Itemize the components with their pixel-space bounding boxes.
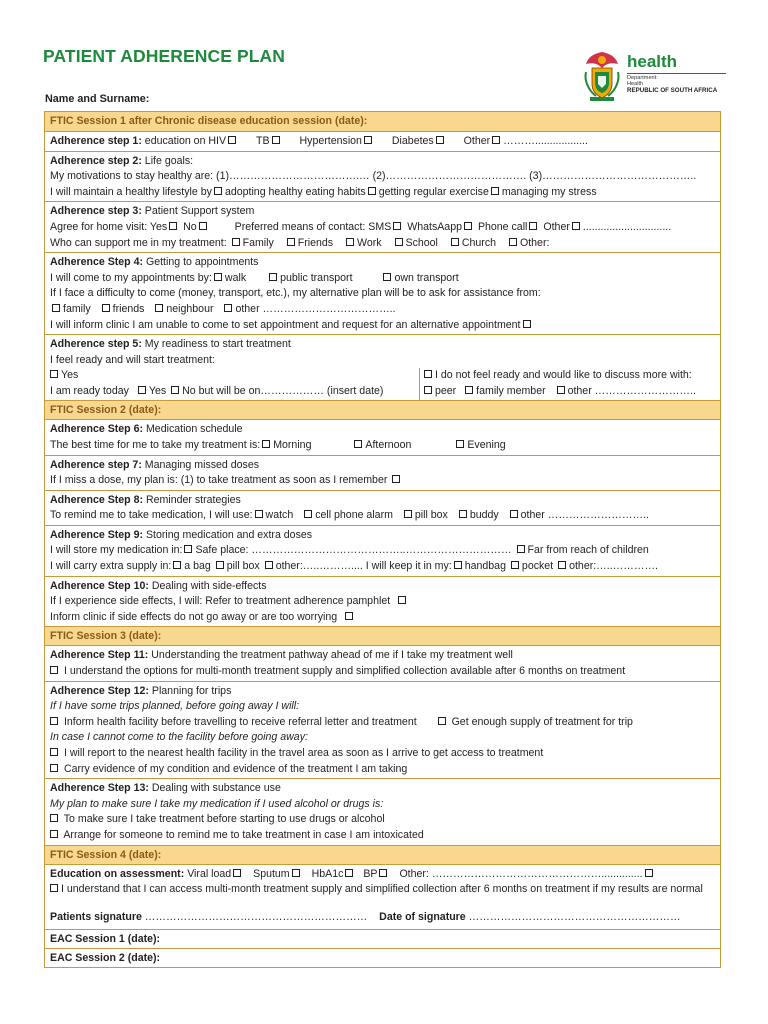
- keep-other-checkbox[interactable]: [558, 561, 566, 569]
- option-label: handbag: [464, 560, 506, 573]
- logo-department-text: Department: Health: [627, 75, 658, 87]
- option-label: other ………………………………..: [235, 302, 396, 315]
- session-3-header: FTIC Session 3 (date):: [45, 626, 720, 645]
- patient-signature-label: Patients signature: [50, 910, 142, 923]
- option-label: family member: [476, 384, 546, 397]
- step-5-title: My readiness to start treatment: [144, 338, 291, 351]
- step-3-title: Patient Support system: [144, 205, 255, 218]
- safe-place-blank[interactable]: Safe place: ……………………………………..…………………………: [195, 544, 512, 557]
- ready-today-label: I am ready today: [50, 384, 129, 397]
- inform-side-effects-checkbox[interactable]: [345, 612, 353, 620]
- step-8-title: Reminder strategies: [145, 493, 241, 506]
- session-1-header: FTIC Session 1 after Chronic disease education session (date):: [45, 112, 720, 131]
- eac-session-1: EAC Session 1 (date):: [45, 929, 720, 948]
- coat-of-arms-icon: [580, 50, 624, 102]
- step-4-heading: Adherence Step 4:: [50, 256, 144, 269]
- step-6-heading: Adherence Step 6:: [50, 423, 144, 436]
- step-10-heading: Adherence Step 10:: [50, 579, 149, 592]
- assist-family-checkbox[interactable]: [52, 304, 60, 312]
- option-label: friends: [112, 302, 145, 315]
- hiv-checkbox[interactable]: [228, 136, 236, 144]
- inform-clinic-text: I will inform clinic I am unable to come to set appointment and request for an alternative appointment: [50, 318, 521, 331]
- step-11-title: Understanding the treatment pathway ahead of me if I take my treatment well: [151, 649, 513, 662]
- alarm-checkbox[interactable]: [304, 510, 312, 518]
- health-department-logo: [580, 50, 730, 102]
- option-label: Other:: [519, 236, 550, 249]
- discuss-other-checkbox[interactable]: [557, 386, 565, 394]
- step-4-title: Getting to appointments: [145, 256, 259, 269]
- reminder-label: To remind me to take medication, I will use:: [50, 509, 253, 522]
- carry-label: I will carry extra supply in:: [50, 560, 172, 573]
- hba1c-checkbox[interactable]: [345, 869, 353, 877]
- option-label: other:…..………….: [569, 560, 658, 573]
- safe-place-checkbox[interactable]: [184, 545, 192, 553]
- treatment-before-checkbox[interactable]: [50, 814, 58, 822]
- option-label: Viral load: [187, 867, 232, 880]
- step-5-heading: Adherence step 5:: [50, 338, 142, 351]
- adherence-step-1: [45, 131, 720, 151]
- inform-clinic-checkbox[interactable]: [523, 320, 531, 328]
- support-label: Who can support me in my treatment:: [50, 236, 227, 249]
- pocket-checkbox[interactable]: [511, 561, 519, 569]
- friends-checkbox[interactable]: [287, 238, 295, 246]
- option-label: No but will be on……………… (insert date): [182, 384, 384, 397]
- option-label: watch: [265, 509, 294, 522]
- missed-dose-checkbox[interactable]: [392, 475, 400, 483]
- not-ready-checkbox[interactable]: [424, 370, 432, 378]
- report-facility-checkbox[interactable]: [50, 748, 58, 756]
- adherence-step-4: [45, 252, 720, 334]
- adherence-step-6: [45, 419, 720, 454]
- trip-supply-text: Get enough supply of treatment for trip: [451, 715, 633, 728]
- pamphlet-checkbox[interactable]: [398, 596, 406, 604]
- home-visit-yes-checkbox[interactable]: [169, 222, 177, 230]
- side-effects-text: If I experience side effects, I will: Refer to treatment adherence pamphlet: [50, 595, 391, 608]
- option-label: WhatsAapp: [407, 220, 462, 233]
- option-label: No: [183, 220, 197, 233]
- option-label: peer: [435, 384, 457, 397]
- referral-letter-checkbox[interactable]: [50, 717, 58, 725]
- option-label: neighbour: [166, 302, 214, 315]
- other-contact-blank[interactable]: ..............................: [582, 220, 672, 233]
- afternoon-checkbox[interactable]: [354, 440, 362, 448]
- multi-month-checkbox[interactable]: [50, 666, 58, 674]
- substance-plan-text: My plan to make sure I take my medication if I used alcohol or drugs is:: [50, 797, 384, 810]
- ready-today-yes-checkbox[interactable]: [138, 386, 146, 394]
- carry-evidence-text: Carry evidence of my condition and evidence of the treatment I am taking: [63, 762, 408, 775]
- option-label: TB: [256, 135, 270, 147]
- sms-checkbox[interactable]: [393, 222, 401, 230]
- adherence-step-10: [45, 576, 720, 627]
- page-title: PATIENT ADHERENCE PLAN: [43, 46, 286, 66]
- family-checkbox[interactable]: [232, 238, 240, 246]
- logo-divider: [627, 73, 726, 74]
- education-heading: Education on assessment:: [50, 867, 185, 880]
- option-label: walk: [224, 271, 247, 284]
- arrange-reminder-text: Arrange for someone to remind me to take treatment in case I am intoxicated: [63, 828, 424, 841]
- step-8-heading: Adherence Step 8:: [50, 493, 144, 506]
- cannot-come-text: In case I cannot come to the facility before going away:: [50, 731, 308, 744]
- option-label: pill box: [226, 560, 260, 573]
- option-label: Evening: [467, 438, 506, 451]
- adherence-step-13: [45, 778, 720, 844]
- education-on-assessment: [45, 864, 720, 930]
- phone-call-checkbox[interactable]: [529, 222, 537, 230]
- morning-checkbox[interactable]: [262, 440, 270, 448]
- other-support-checkbox[interactable]: [509, 238, 517, 246]
- carry-other-checkbox[interactable]: [265, 561, 273, 569]
- adherence-step-5: [45, 334, 720, 400]
- option-label: Other: [463, 135, 491, 147]
- option-label: Sputum: [253, 867, 290, 880]
- step-13-heading: Adherence Step 13:: [50, 782, 149, 795]
- option-label: Afternoon: [365, 438, 412, 451]
- eating-habits-checkbox[interactable]: [214, 187, 222, 195]
- option-label: a bag: [184, 560, 211, 573]
- patient-signature-field[interactable]: ………………………………………………………: [144, 910, 368, 923]
- bag-checkbox[interactable]: [173, 561, 181, 569]
- diabetes-checkbox[interactable]: [436, 136, 444, 144]
- option-label: other ………………………..: [567, 384, 696, 397]
- logo-country-text: REPUBLIC OF SOUTH AFRICA: [627, 87, 718, 94]
- step-11-heading: Adherence Step 11:: [50, 649, 149, 662]
- store-label: I will store my medication in:: [50, 544, 183, 557]
- other-assessment-checkbox[interactable]: [645, 869, 653, 877]
- watch-checkbox[interactable]: [255, 510, 263, 518]
- missed-dose-text: If I miss a dose, my plan is: (1) to take treatment as soon as I remember: [50, 474, 388, 487]
- handbag-checkbox[interactable]: [454, 561, 462, 569]
- work-checkbox[interactable]: [346, 238, 354, 246]
- adherence-step-3: [45, 201, 720, 252]
- other-contact-checkbox[interactable]: [572, 222, 580, 230]
- adherence-step-2: [45, 151, 720, 202]
- other-checkbox[interactable]: [492, 136, 500, 144]
- option-label: own transport: [394, 271, 459, 284]
- option-label: Yes: [61, 369, 79, 382]
- other-blank[interactable]: ………..................: [503, 135, 588, 147]
- home-visit-no-checkbox[interactable]: [199, 222, 207, 230]
- option-label: other:…..………....: [275, 560, 363, 573]
- option-label: cell phone alarm: [315, 509, 393, 522]
- pill-box-checkbox[interactable]: [404, 510, 412, 518]
- option-label: Family: [242, 236, 274, 249]
- report-facility-text: I will report to the nearest health facility in the travel area as soon as I arrive to get access to treatment: [63, 747, 544, 759]
- step-10-title: Dealing with side-effects: [151, 579, 267, 592]
- far-from-children-checkbox[interactable]: [517, 545, 525, 553]
- option-label: HbA1c: [311, 867, 344, 880]
- step-2-title: Life goals:: [144, 154, 194, 167]
- carry-evidence-checkbox[interactable]: [50, 764, 58, 772]
- bp-checkbox[interactable]: [379, 869, 387, 877]
- referral-letter-text: Inform health facility before travelling to receive referral letter and treatment: [63, 715, 417, 728]
- option-label: Diabetes: [391, 135, 434, 147]
- option-label: education on HIV: [144, 135, 227, 147]
- option-label: other ………………………..: [520, 509, 649, 522]
- other-reminder-checkbox[interactable]: [510, 510, 518, 518]
- option-label: adopting healthy eating habits: [224, 185, 366, 198]
- keep-label: I will keep it in my:: [365, 560, 452, 573]
- adherence-form: [44, 111, 721, 968]
- signature-date-field[interactable]: ……………………………………………………: [468, 910, 681, 923]
- results-normal-text: I understand that I can access multi-month treatment supply and simplified collection after 6 months on treatment if my results are normal: [61, 883, 703, 896]
- option-label: Yes: [148, 384, 167, 397]
- option-label: Church: [461, 236, 497, 249]
- whatsapp-checkbox[interactable]: [464, 222, 472, 230]
- evening-checkbox[interactable]: [456, 440, 464, 448]
- ready-later-checkbox[interactable]: [171, 386, 179, 394]
- step-12-heading: Adherence Step 12:: [50, 684, 149, 697]
- motivations-line[interactable]: My motivations to stay healthy are: (1)……………………………….… (2)…………………………………. (3)……………………………………..: [50, 170, 697, 183]
- adherence-step-7: [45, 455, 720, 490]
- signature-date-label: Date of signature: [379, 910, 466, 923]
- church-checkbox[interactable]: [451, 238, 459, 246]
- eac-session-2: EAC Session 2 (date):: [45, 948, 720, 967]
- appointments-label: I will come to my appointments by:: [50, 271, 212, 284]
- step-3-heading: Adherence step 3:: [50, 205, 142, 218]
- option-label: Far from reach of children: [527, 544, 649, 557]
- name-and-surname-label: Name and Surname:: [45, 93, 150, 105]
- option-label: getting regular exercise: [378, 185, 489, 198]
- trips-planned-text: If I have some trips planned, before going away I will:: [50, 700, 300, 713]
- public-transport-checkbox[interactable]: [269, 273, 277, 281]
- step-7-heading: Adherence step 7:: [50, 458, 142, 471]
- step-12-title: Planning for trips: [151, 684, 232, 697]
- tb-checkbox[interactable]: [272, 136, 280, 144]
- stress-checkbox[interactable]: [491, 187, 499, 195]
- discuss-family-checkbox[interactable]: [465, 386, 473, 394]
- carry-pill-box-checkbox[interactable]: [216, 561, 224, 569]
- adherence-step-8: [45, 490, 720, 525]
- step-6-title: Medication schedule: [145, 423, 243, 436]
- buddy-checkbox[interactable]: [459, 510, 467, 518]
- arrange-reminder-checkbox[interactable]: [50, 830, 58, 838]
- option-label: public transport: [280, 271, 353, 284]
- assist-other-checkbox[interactable]: [224, 304, 232, 312]
- sputum-checkbox[interactable]: [292, 869, 300, 877]
- step-7-title: Managing missed doses: [144, 458, 260, 471]
- health-logo-word: health: [627, 52, 678, 71]
- session-2-header: FTIC Session 2 (date):: [45, 400, 720, 419]
- multi-month-text: I understand the options for multi-month treatment supply and simplified collection available after 6 months on treatment: [63, 665, 626, 678]
- option-label: family: [63, 302, 91, 315]
- option-label: Hypertension: [299, 135, 362, 147]
- results-normal-checkbox[interactable]: [50, 884, 58, 892]
- option-label: Work: [357, 236, 382, 249]
- assist-friends-checkbox[interactable]: [102, 304, 110, 312]
- option-label: pill box: [414, 509, 448, 522]
- trip-supply-checkbox[interactable]: [438, 717, 446, 725]
- option-label: Other: …………………………………………..............: [399, 867, 643, 880]
- discuss-peer-checkbox[interactable]: [424, 386, 432, 394]
- option-label: pocket: [521, 560, 554, 573]
- ready-text: I feel ready and will start treatment:: [50, 353, 215, 366]
- step-9-title: Storing medication and extra doses: [145, 528, 313, 541]
- not-ready-text: I do not feel ready and would like to discuss more with:: [435, 369, 692, 382]
- viral-load-checkbox[interactable]: [233, 869, 241, 877]
- adherence-step-9: [45, 525, 720, 576]
- own-transport-checkbox[interactable]: [383, 273, 391, 281]
- best-time-label: The best time for me to take my treatment is:: [50, 438, 261, 451]
- school-checkbox[interactable]: [395, 238, 403, 246]
- hypertension-checkbox[interactable]: [364, 136, 372, 144]
- contact-label: Preferred means of contact: SMS: [234, 220, 392, 233]
- option-label: Phone call: [477, 220, 528, 233]
- step-2-heading: Adherence step 2:: [50, 154, 142, 167]
- difficulty-text: If I face a difficulty to come (money, transport, etc.), my alternative plan will be to ask for assistance from:: [50, 287, 541, 300]
- step-1-heading: Adherence step 1:: [50, 135, 142, 147]
- option-label: Friends: [297, 236, 334, 249]
- option-label: BP: [363, 867, 378, 880]
- option-label: Morning: [273, 438, 312, 451]
- walk-checkbox[interactable]: [214, 273, 222, 281]
- adherence-step-11: [45, 645, 720, 680]
- healthy-lifestyle-text: I will maintain a healthy lifestyle by: [50, 185, 212, 198]
- treatment-before-text: To make sure I take treatment before starting to use drugs or alcohol: [63, 813, 385, 826]
- step-13-title: Dealing with substance use: [151, 782, 281, 795]
- inform-side-effects-text: Inform clinic if side effects do not go away or are too worrying: [50, 610, 338, 623]
- session-4-header: FTIC Session 4 (date):: [45, 845, 720, 864]
- home-visit-label: Agree for home visit: Yes: [50, 220, 168, 233]
- exercise-checkbox[interactable]: [368, 187, 376, 195]
- option-label: buddy: [469, 509, 499, 522]
- option-label: managing my stress: [501, 185, 597, 198]
- ready-yes-checkbox[interactable]: [50, 370, 58, 378]
- option-label: School: [405, 236, 438, 249]
- option-label: Other: [543, 220, 570, 233]
- adherence-step-12: [45, 681, 720, 779]
- assist-neighbour-checkbox[interactable]: [155, 304, 163, 312]
- step-9-heading: Adherence Step 9:: [50, 528, 144, 541]
